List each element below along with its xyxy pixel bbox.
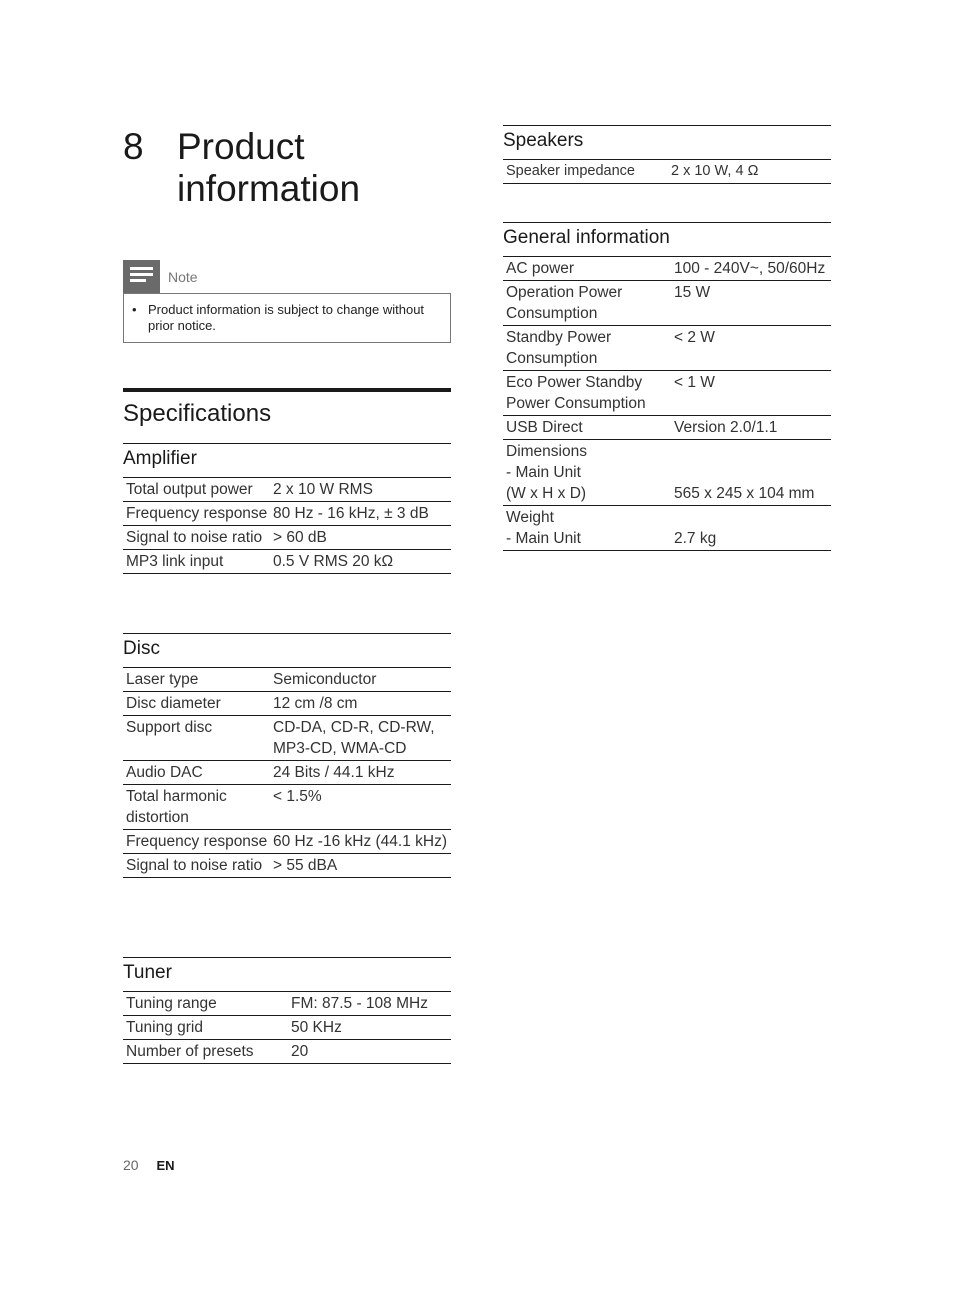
table-row (123, 785, 451, 830)
table-row (503, 326, 831, 371)
spec-value: 2 x 10 W, 4 Ω (671, 163, 759, 179)
spec-label: Audio DAC (126, 764, 203, 781)
spec-value: FM: 87.5 - 108 MHz (291, 995, 428, 1012)
spec-label: Tuning range (126, 995, 217, 1012)
table-row (123, 992, 451, 1016)
table-row (503, 281, 831, 326)
spec-label: Eco Power Standby Power Consumption (506, 374, 646, 412)
table-row (123, 478, 451, 502)
chapter-number: 8 (123, 126, 144, 167)
table-row (503, 440, 831, 506)
spec-value: 50 KHz (291, 1019, 342, 1036)
table-row (123, 854, 451, 878)
spec-value: CD-DA, CD-R, CD-RW, MP3-CD, WMA-CD (273, 719, 435, 757)
disc-section (123, 633, 451, 878)
speakers-section (503, 125, 831, 184)
chapter-title: Product information (177, 126, 361, 209)
spec-value: < 1.5% (273, 788, 322, 805)
spec-label: MP3 link input (126, 553, 224, 570)
spec-label: Operation Power Consumption (506, 284, 623, 322)
note-label: Note (168, 268, 198, 285)
disc-table (123, 668, 451, 878)
spec-label: Signal to noise ratio (126, 857, 263, 874)
spec-value: > 55 dBA (273, 857, 338, 874)
tuner-table (123, 992, 451, 1064)
spec-label: AC power (506, 260, 575, 277)
table-row (123, 1016, 451, 1040)
table-row (123, 550, 451, 574)
table-row (503, 257, 831, 281)
spec-value: 15 W (674, 284, 711, 301)
general-table (503, 257, 831, 551)
table-row (123, 692, 451, 716)
table-row (503, 371, 831, 416)
spec-label: Standby Power Consumption (506, 329, 612, 367)
spec-label: USB Direct (506, 419, 583, 436)
spec-label: Disc diameter (126, 695, 221, 712)
table-row (503, 506, 831, 551)
spec-value: Semiconductor (273, 671, 377, 688)
table-row (123, 668, 451, 692)
spec-value: < 2 W (674, 329, 715, 346)
general-title: General information (503, 223, 831, 257)
spec-label: Frequency response (126, 833, 268, 850)
spec-value: 0.5 V RMS 20 kΩ (273, 553, 394, 570)
amplifier-section (123, 443, 451, 574)
language-code: EN (156, 1158, 175, 1173)
specifications-heading (123, 388, 451, 428)
tuner-title: Tuner (123, 958, 451, 992)
speakers-table (503, 160, 831, 184)
amplifier-table (123, 478, 451, 574)
table-row (123, 526, 451, 550)
spec-label: Tuning grid (126, 1019, 203, 1036)
specifications-title: Specifications (123, 400, 272, 427)
spec-label: Dimensions - Main Unit (W x H x D) (506, 443, 587, 502)
table-row (123, 830, 451, 854)
spec-label: Speaker impedance (506, 163, 635, 179)
page-footer (123, 1157, 175, 1173)
note-icon (123, 260, 160, 293)
spec-value: 20 (291, 1043, 309, 1060)
page-number: 20 (123, 1157, 139, 1173)
spec-label: Number of presets (126, 1043, 254, 1060)
spec-value: < 1 W (674, 374, 715, 391)
note-bullet: • (132, 302, 137, 317)
spec-label: Total harmonic distortion (126, 788, 227, 826)
spec-value: 80 Hz - 16 kHz, ± 3 dB (273, 505, 429, 522)
spec-label: Weight - Main Unit (506, 509, 581, 547)
spec-value: 2 x 10 W RMS (273, 481, 373, 498)
table-row (503, 416, 831, 440)
spec-value: 2.7 kg (674, 530, 717, 547)
spec-value: > 60 dB (273, 529, 327, 546)
table-row (123, 502, 451, 526)
spec-value: 24 Bits / 44.1 kHz (273, 764, 395, 781)
spec-label: Frequency response (126, 505, 268, 522)
spec-value: 60 Hz -16 kHz (44.1 kHz) (273, 833, 447, 850)
amplifier-title: Amplifier (123, 444, 451, 478)
spec-value: 12 cm /8 cm (273, 695, 358, 712)
table-row (123, 1040, 451, 1064)
speakers-title: Speakers (503, 126, 831, 160)
spec-label: Laser type (126, 671, 199, 688)
disc-title: Disc (123, 634, 451, 668)
spec-value: Version 2.0/1.1 (674, 419, 778, 436)
tuner-section (123, 957, 451, 1064)
spec-value: 100 - 240V~, 50/60Hz (674, 260, 826, 277)
table-row (503, 160, 831, 184)
table-row (123, 716, 451, 761)
table-row (123, 761, 451, 785)
note-box (123, 260, 451, 343)
spec-label: Support disc (126, 719, 213, 736)
spec-label: Signal to noise ratio (126, 529, 263, 546)
note-text: Product information is subject to change without prior notice. (148, 302, 425, 333)
spec-label: Total output power (126, 481, 253, 498)
general-section (503, 222, 831, 551)
spec-value: 565 x 245 x 104 mm (674, 485, 815, 502)
